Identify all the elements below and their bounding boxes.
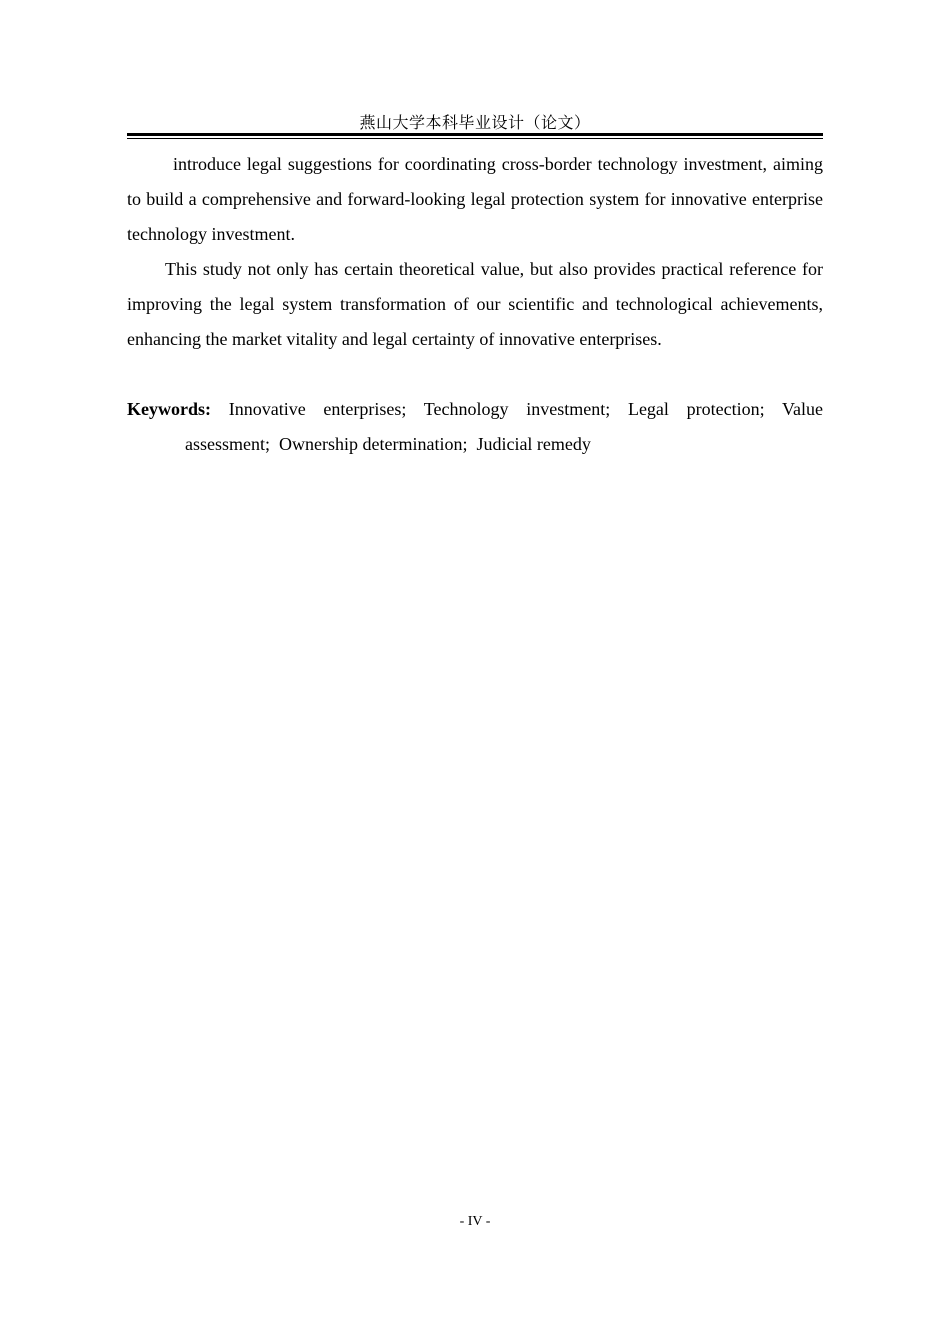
keywords-label: Keywords: <box>127 399 211 419</box>
keywords-block <box>127 392 823 462</box>
abstract-paragraph: This study not only has certain theoretical value, but also provides practical reference for improving the legal system transformation of our scientific and technological achievements, enhancing the market vitality and legal certainty of innovative enterprises. <box>127 259 823 349</box>
keywords-line-1 <box>127 392 823 427</box>
running-header-title: 燕山大学本科毕业设计（论文） <box>359 113 591 132</box>
abstract-body <box>127 147 823 357</box>
page-number: - IV - <box>459 1214 491 1229</box>
keywords-text-line-1: Innovative enterprises; Technology investment; Legal protection; Value <box>228 399 824 419</box>
header-rule-thick <box>127 133 823 136</box>
header-rule-thin <box>127 138 823 139</box>
abstract-paragraph-continued: introduce legal suggestions for coordinating cross-border technology investment, aiming to build a comprehensive and forward-looking legal protection system for innovative enterprise technology investment. <box>127 154 823 244</box>
keywords-text-line-2: assessment; Ownership determination; Judicial remedy <box>185 434 591 454</box>
